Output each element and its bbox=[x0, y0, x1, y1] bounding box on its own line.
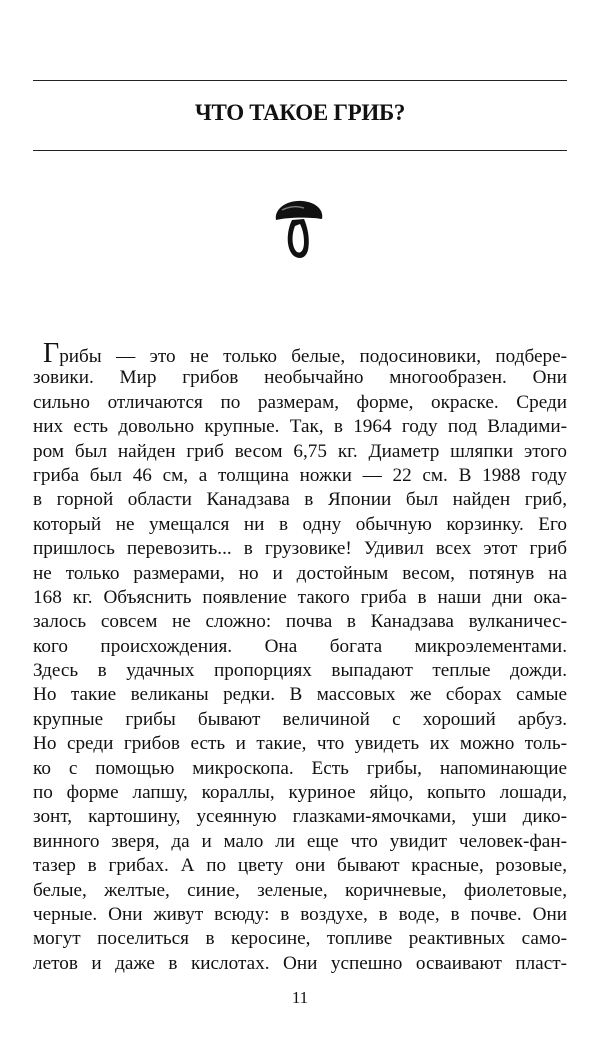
text-line-content: который не умещался ни в одну обычную корзинку. Его bbox=[33, 513, 567, 535]
text-line bbox=[33, 879, 567, 903]
text-line-content: ром был найден гриб весом 6,75 кг. Диаметр шляпки этого bbox=[33, 440, 567, 462]
text-line bbox=[33, 683, 567, 707]
text-line bbox=[33, 927, 567, 951]
text-line bbox=[33, 464, 567, 488]
text-line-content: зовики. Мир грибов необычайно многообразен. Они bbox=[33, 367, 567, 389]
text-line bbox=[33, 391, 567, 415]
text-line-content: сильно отличаются по размерам, форме, окраске. Среди bbox=[33, 391, 567, 413]
text-line-content: могут поселиться в керосине, топливе реактивных само- bbox=[33, 928, 567, 950]
text-line bbox=[33, 781, 567, 805]
text-line-content: ко с помощью микроскопа. Есть грибы, напоминающие bbox=[33, 757, 567, 779]
text-line bbox=[33, 830, 567, 854]
text-line bbox=[33, 952, 567, 976]
text-line-content: гриба был 46 см, а толщина ножки — 22 см. В 1988 году bbox=[33, 464, 567, 486]
text-line bbox=[33, 708, 567, 732]
text-line bbox=[33, 562, 567, 586]
text-line bbox=[33, 513, 567, 537]
text-line-content: Но среди грибов есть и такие, что увидеть их можно толь- bbox=[33, 733, 567, 755]
text-line bbox=[33, 415, 567, 439]
text-line-content: летов и даже в кислотах. Они успешно осваивают пласт- bbox=[33, 952, 567, 974]
text-line-content: рибы — это не только белые, подосиновики, подбере- bbox=[59, 346, 567, 367]
text-line-content: зонт, картошину, усеянную глазками-ямочками, уши дико- bbox=[33, 806, 567, 828]
page-number: 11 bbox=[291, 988, 309, 1007]
text-line-content: черные. Они живут всюду: в воздухе, в воде, в почве. Они bbox=[33, 903, 567, 925]
title-bottom-rule bbox=[33, 150, 567, 151]
text-line bbox=[33, 338, 567, 369]
text-line bbox=[33, 805, 567, 829]
chapter-title: ЧТО ТАКОЕ ГРИБ? bbox=[194, 100, 406, 125]
body-text bbox=[33, 338, 567, 976]
text-line bbox=[33, 659, 567, 683]
text-line bbox=[33, 366, 567, 390]
text-line-content: по форме лапшу, кораллы, куриное яйцо, копыто лошади, bbox=[33, 782, 567, 804]
text-line-content: тазер в грибах. А по цвету они бывают красные, розовые, bbox=[33, 855, 567, 877]
top-rule bbox=[33, 80, 567, 81]
text-line-content: пришлось перевозить... в грузовике! Удивил всех этот гриб bbox=[33, 538, 567, 560]
text-line bbox=[33, 488, 567, 512]
text-line bbox=[33, 635, 567, 659]
text-line bbox=[33, 586, 567, 610]
text-line-content: в горной области Канадзава в Японии был найден гриб, bbox=[33, 489, 567, 511]
text-line-content: них есть довольно крупные. Так, в 1964 году под Владими- bbox=[33, 416, 567, 438]
text-line bbox=[33, 757, 567, 781]
text-line-content: кого происхождения. Она богата микроэлементами. bbox=[33, 635, 567, 657]
text-line bbox=[33, 610, 567, 634]
text-line bbox=[33, 537, 567, 561]
text-line-content: Здесь в удачных пропорциях выпадают теплые дожди. bbox=[33, 660, 567, 682]
mushroom-icon bbox=[270, 196, 330, 262]
text-line-content: залось совсем не сложно: почва в Канадзава вулканичес- bbox=[33, 611, 567, 633]
text-line-content: белые, желтые, синие, зеленые, коричневые, фиолетовые, bbox=[33, 879, 567, 901]
text-line bbox=[33, 903, 567, 927]
text-line bbox=[33, 440, 567, 464]
text-line bbox=[33, 732, 567, 756]
text-line-content: винного зверя, да и мало ли еще что увидит человек-фан- bbox=[33, 830, 567, 852]
text-line-content: 168 кг. Объяснить появление такого гриба в наши дни ока- bbox=[33, 586, 567, 608]
text-line-content: не только размерами, но и достойным весом, потянув на bbox=[33, 562, 567, 584]
text-line bbox=[33, 854, 567, 878]
drop-cap: Г bbox=[43, 338, 60, 369]
text-line-content: крупные грибы бывают величиной с хороший арбуз. bbox=[33, 708, 567, 730]
text-line-content: Но такие великаны редки. В массовых же сборах самые bbox=[33, 684, 567, 706]
